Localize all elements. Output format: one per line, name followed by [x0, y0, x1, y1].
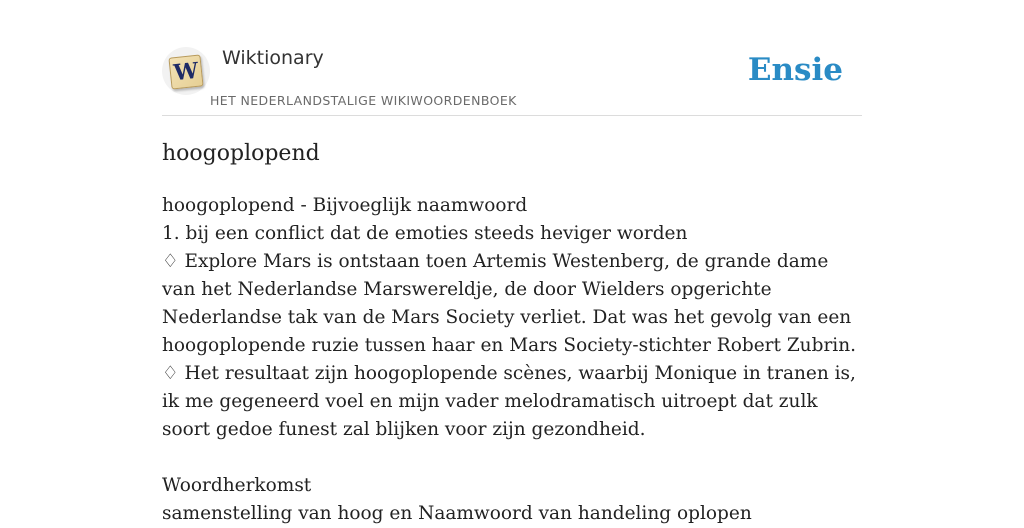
- definition: 1. bij een conflict dat de emoties steeds heviger worden: [162, 223, 688, 244]
- wiktionary-logo[interactable]: [162, 47, 210, 95]
- ensie-brand-link[interactable]: Ensie: [747, 52, 843, 88]
- site-name[interactable]: Wiktionary: [222, 47, 324, 69]
- example-sentence: ♢ Het resultaat zijn hoogoplopende scènes, waarbij Monique in tranen is, ik me gegeneerd voel en mijn vader melodramatisch uitroept dat zulk soort gedoe funest zal blijken voor zijn gezondheid.: [162, 363, 856, 440]
- page-title: hoogoplopend: [162, 141, 320, 166]
- example-sentence: ♢ Explore Mars is ontstaan toen Artemis Westenberg, de grande dame van het Nederlandse Marswereldje, de door Wielders opgerichte Nederlandse tak van de Mars Society verliet. Dat was het gevolg van een hoogoplopende ruzie tussen haar en Mars Society-stichter Robert Zubrin.: [162, 251, 856, 356]
- etymology-text: samenstelling van hoog en Naamwoord van handeling oplopen: [162, 503, 752, 524]
- part-of-speech-line: hoogoplopend - Bijvoeglijk naamwoord: [162, 195, 528, 216]
- wiktionary-logo-icon: W: [168, 54, 203, 89]
- site-header: [162, 0, 862, 116]
- spacer: [162, 444, 862, 472]
- content-container: [162, 0, 862, 524]
- etymology-heading: Woordherkomst: [162, 475, 312, 496]
- entry-content: [162, 192, 862, 528]
- site-tagline: HET NEDERLANDSTALIGE WIKIWOORDENBOEK: [210, 93, 517, 108]
